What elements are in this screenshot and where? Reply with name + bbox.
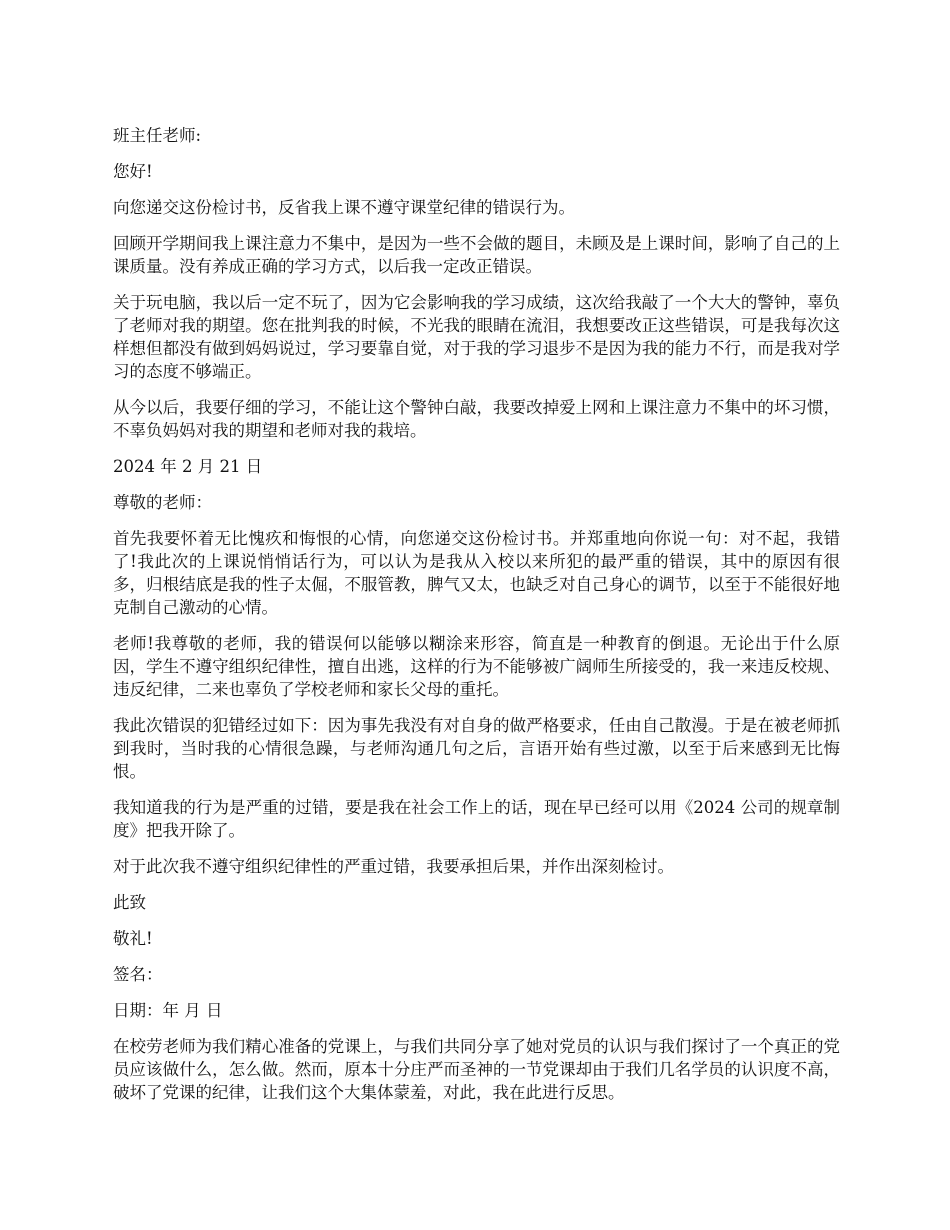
closing-regards: 敬礼!: [113, 929, 153, 948]
paragraph: 关于玩电脑，我以后一定不玩了，因为它会影响我的学习成绩，这次给我敲了一个大大的警钟，辜负了老师对我的期望。您在批判我的时候，不光我的眼睛在流泪，我想要改正这些错误，可是我每次这样想但都没有做到妈妈说过，学习要靠自觉，对于我的学习退步不是因为我的能力不行，而是我对学习的态度不够端正。: [113, 293, 840, 381]
paragraph: 我知道我的行为是严重的过错，要是我在社会工作上的话，现在早已经可以用《2024 公司的规章制度》把我开除了。: [113, 798, 840, 840]
document-body: [113, 124, 840, 1117]
greeting: 您好!: [113, 162, 153, 181]
salutation: 班主任老师:: [113, 126, 202, 145]
paragraph: 对于此次我不遵守组织纪律性的严重过错，我要承担后果，并作出深刻检讨。: [113, 857, 674, 876]
paragraph: 回顾开学期间我上课注意力不集中，是因为一些不会做的题目，未顾及是上课时间，影响了自己的上课质量。没有养成正确的学习方式，以后我一定改正错误。: [113, 234, 840, 276]
paragraph: 从今以后，我要仔细的学习，不能让这个警钟白敲，我要改掉爱上网和上课注意力不集中的坏习惯，不辜负妈妈对我的期望和老师对我的栽培。: [113, 398, 840, 440]
closing-line: 此致: [113, 893, 146, 912]
date-field: 日期：年 月 日: [113, 1001, 223, 1020]
salutation: 尊敬的老师：: [113, 493, 212, 512]
paragraph: 在校劳老师为我们精心准备的党课上，与我们共同分享了她对党员的认识与我们探讨了一个真正的党员应该做什么，怎么做。然而，原本十分庄严而圣神的一节党课却由于我们几名学员的认识度不高，破坏了党课的纪律，让我们这个大集体蒙羞，对此，我在此进行反思。: [113, 1037, 840, 1102]
paragraph: 老师!我尊敬的老师，我的错误何以能够以糊涂来形容，简直是一种教育的倒退。无论出于什么原因，学生不遵守组织纪律性，擅自出逃，这样的行为不能够被广阔师生所接受的，我一来违反校规、违反纪律，二来也辜负了学校老师和家长父母的重托。: [113, 634, 840, 699]
paragraph: 向您递交这份检讨书，反省我上课不遵守课堂纪律的错误行为。: [113, 198, 575, 217]
paragraph: 首先我要怀着无比愧疚和悔恨的心情，向您递交这份检讨书。并郑重地向你说一句：对不起，我错了!我此次的上课说悄悄话行为，可以认为是我从入校以来所犯的最严重的错误，其中的原因有很多，归根结底是我的性子太倔，不服管教，脾气又太，也缺乏对自己身心的调节，以至于不能很好地克制自己激动的心情。: [113, 529, 840, 617]
signature-line: 签名：: [113, 965, 163, 984]
date-line: 2024 年 2 月 21 日: [113, 457, 263, 476]
paragraph: 我此次错误的犯错经过如下：因为事先我没有对自身的做严格要求，任由自己散漫。于是在被老师抓到我时，当时我的心情很急躁，与老师沟通几句之后，言语开始有些过激，以至于后来感到无比悔恨。: [113, 716, 840, 781]
